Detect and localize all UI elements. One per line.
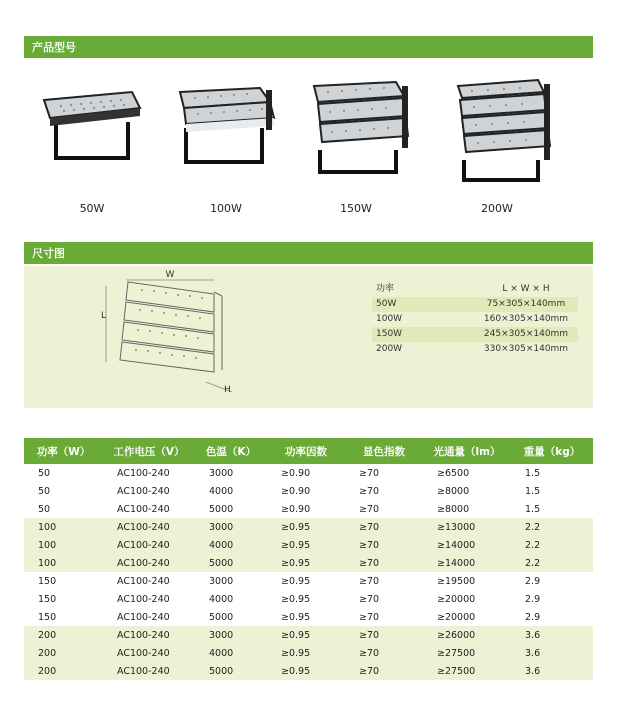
- dim-power: 100W: [376, 314, 403, 324]
- cell: ≥26000: [423, 626, 511, 644]
- table-row: [24, 608, 593, 626]
- cell: ≥70: [345, 626, 423, 644]
- spec-header-cct: 色温（K）: [195, 438, 267, 464]
- cell: AC100-240: [103, 536, 195, 554]
- cell: 50: [38, 467, 51, 479]
- cell: 4000: [209, 485, 234, 497]
- cell: 100: [24, 536, 103, 554]
- cell: 100: [24, 518, 103, 536]
- cell: ≥70: [345, 644, 423, 662]
- cell: 5000: [209, 611, 234, 623]
- cell: 3.6: [511, 626, 593, 644]
- cell: ≥20000: [437, 593, 476, 605]
- product-label: 50W: [79, 202, 105, 215]
- cell: ≥20000: [437, 611, 476, 623]
- spec-header-lumen: 光通量（lm）: [423, 438, 511, 464]
- table-row: [24, 644, 593, 662]
- dim-size: 245×305×140mm: [483, 329, 569, 339]
- floodlight-50w-image: [36, 78, 148, 188]
- cell: ≥0.95: [267, 554, 345, 572]
- cell: ≥0.95: [281, 593, 311, 605]
- table-row: [24, 500, 593, 518]
- cell: AC100-240: [117, 593, 170, 605]
- table-row: [24, 518, 593, 536]
- cell: 100: [24, 554, 103, 572]
- cell: AC100-240: [103, 644, 195, 662]
- cell: ≥70: [345, 536, 423, 554]
- dim-power: 150W: [376, 329, 403, 339]
- cell: ≥0.90: [281, 503, 311, 515]
- cell: 1.5: [525, 467, 541, 479]
- cell: ≥0.90: [281, 485, 311, 497]
- dim-size: 75×305×140mm: [486, 299, 566, 309]
- cell: ≥70: [359, 611, 380, 623]
- cell: 150: [38, 593, 57, 605]
- spec-table-body: [24, 464, 593, 680]
- cell: ≥70: [345, 662, 423, 680]
- spec-header-cri: 显色指数: [345, 438, 423, 464]
- table-row: [24, 482, 593, 500]
- cell: 1.5: [525, 485, 541, 497]
- cell: ≥27500: [423, 662, 511, 680]
- cell: ≥70: [359, 575, 380, 587]
- dim-w-label: W: [165, 270, 175, 280]
- cell: ≥70: [359, 467, 380, 479]
- cell: 200: [24, 626, 103, 644]
- cell: ≥14000: [423, 536, 511, 554]
- product-label: 100W: [210, 202, 242, 215]
- table-row: [24, 572, 593, 590]
- product-50w[interactable]: [36, 78, 148, 218]
- cell: ≥14000: [423, 554, 511, 572]
- cell: 5000: [195, 554, 267, 572]
- dimension-drawing: [96, 266, 256, 401]
- spec-header-pf: 功率因数: [267, 438, 345, 464]
- table-row: [24, 464, 593, 482]
- cell: ≥70: [345, 554, 423, 572]
- cell: ≥70: [345, 518, 423, 536]
- product-label: 150W: [340, 202, 372, 215]
- dimensions-row: [372, 342, 578, 357]
- dimensions-section-title: 尺寸图: [32, 247, 65, 260]
- cell: 3.6: [511, 644, 593, 662]
- cell: 3000: [209, 575, 234, 587]
- spec-table: [24, 438, 593, 680]
- cell: ≥0.95: [267, 518, 345, 536]
- cell: 1.5: [525, 503, 541, 515]
- cell: 3000: [195, 518, 267, 536]
- cell: 150: [38, 575, 57, 587]
- dim-power: 50W: [376, 299, 397, 309]
- cell: AC100-240: [117, 611, 170, 623]
- cell: 4000: [209, 593, 234, 605]
- cell: ≥0.95: [267, 536, 345, 554]
- cell: 5000: [209, 503, 234, 515]
- dimensions-row: [372, 297, 578, 312]
- table-row: [24, 590, 593, 608]
- cell: 3000: [195, 626, 267, 644]
- dim-size: 330×305×140mm: [483, 344, 569, 354]
- cell: 4000: [195, 536, 267, 554]
- cell: ≥70: [359, 485, 380, 497]
- cell: 2.9: [525, 575, 541, 587]
- spec-header-voltage: 工作电压（V）: [103, 438, 195, 464]
- floodlight-150w-image: [298, 78, 414, 188]
- cell: AC100-240: [117, 575, 170, 587]
- cell: 2.2: [511, 536, 593, 554]
- product-150w[interactable]: [298, 78, 414, 218]
- cell: ≥27500: [423, 644, 511, 662]
- cell: ≥13000: [423, 518, 511, 536]
- dim-power: 200W: [376, 344, 403, 354]
- spec-header-power: 功率（W）: [24, 438, 103, 464]
- cell: 200: [24, 662, 103, 680]
- cell: 2.2: [511, 554, 593, 572]
- table-row: [24, 626, 593, 644]
- cell: ≥0.95: [267, 662, 345, 680]
- dim-size: 160×305×140mm: [483, 314, 569, 324]
- cell: AC100-240: [117, 485, 170, 497]
- dim-l-label: L: [101, 311, 107, 321]
- cell: 2.9: [525, 611, 541, 623]
- spec-header-row: [24, 438, 593, 464]
- floodlight-200w-image: [438, 76, 556, 188]
- cell: 50: [38, 485, 51, 497]
- dim-header-size: L × W × H: [502, 284, 550, 294]
- cell: ≥6500: [437, 467, 470, 479]
- cell: 150: [38, 611, 57, 623]
- cell: 200: [24, 644, 103, 662]
- cell: 4000: [195, 644, 267, 662]
- cell: 2.9: [525, 593, 541, 605]
- dimensions-row: [372, 312, 578, 327]
- cell: ≥0.95: [281, 611, 311, 623]
- dim-h-label: H: [224, 385, 231, 395]
- floodlight-100w-image: [170, 78, 282, 188]
- cell: ≥0.95: [267, 644, 345, 662]
- product-label: 200W: [481, 202, 513, 215]
- table-row: [24, 662, 593, 680]
- cell: AC100-240: [103, 518, 195, 536]
- table-row: [24, 554, 593, 572]
- cell: AC100-240: [103, 662, 195, 680]
- models-section-title: 产品型号: [32, 41, 76, 54]
- dimensions-table: [372, 282, 578, 357]
- cell: 5000: [195, 662, 267, 680]
- cell: AC100-240: [103, 626, 195, 644]
- cell: 50: [38, 503, 51, 515]
- cell: AC100-240: [103, 554, 195, 572]
- cell: ≥0.95: [267, 626, 345, 644]
- cell: 3000: [209, 467, 234, 479]
- spec-header-weight: 重量（kg）: [511, 438, 593, 464]
- dimensions-header-row: [372, 282, 578, 297]
- dimensions-row: [372, 327, 578, 342]
- product-100w[interactable]: [170, 78, 282, 218]
- cell: ≥8000: [437, 485, 470, 497]
- product-200w[interactable]: [438, 76, 556, 218]
- cell: ≥19500: [437, 575, 476, 587]
- models-section-bar: [24, 36, 593, 58]
- cell: AC100-240: [117, 503, 170, 515]
- cell: ≥8000: [437, 503, 470, 515]
- cell: ≥70: [359, 503, 380, 515]
- dim-header-power: 功率: [376, 284, 395, 294]
- cell: AC100-240: [117, 467, 170, 479]
- cell: ≥0.95: [281, 575, 311, 587]
- dimensions-section-bar: [24, 242, 593, 264]
- cell: 2.2: [511, 518, 593, 536]
- cell: ≥0.90: [281, 467, 311, 479]
- cell: 3.6: [511, 662, 593, 680]
- table-row: [24, 536, 593, 554]
- cell: ≥70: [359, 593, 380, 605]
